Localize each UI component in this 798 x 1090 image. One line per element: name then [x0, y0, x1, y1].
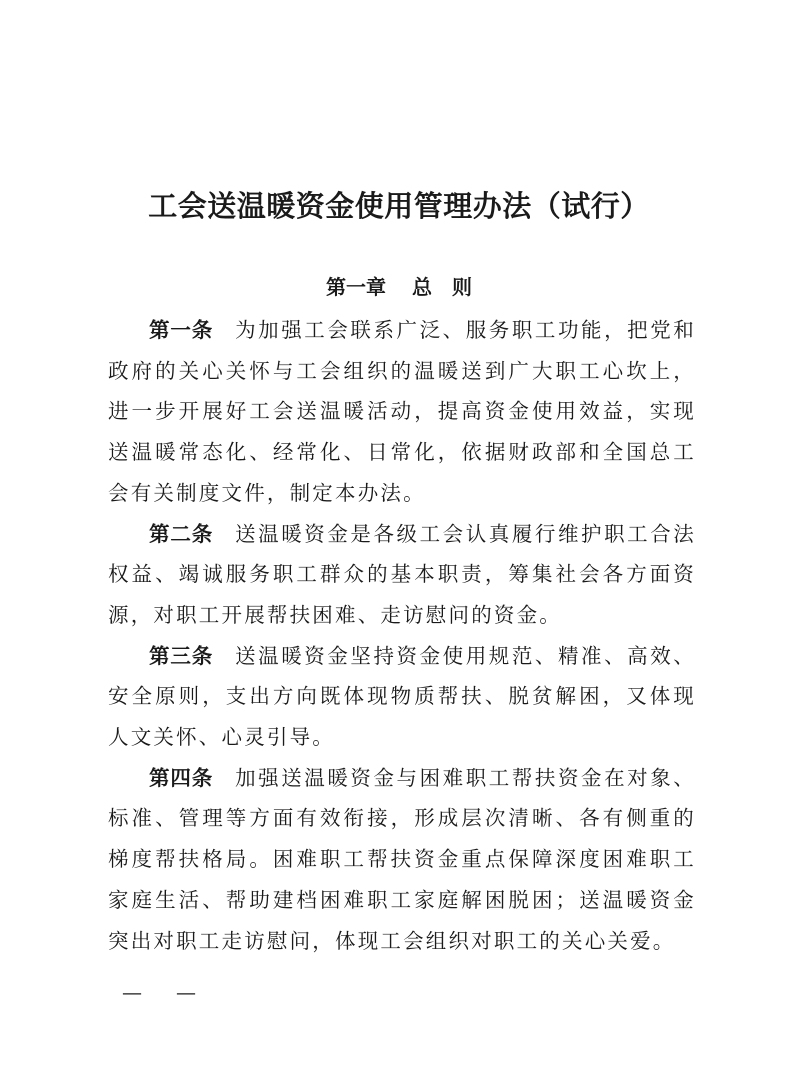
page-number-value: 1 — [152, 980, 168, 1004]
document-body — [108, 310, 696, 961]
page-number — [122, 980, 198, 1004]
chapter-heading — [0, 272, 798, 302]
article-number: 第二条 — [149, 521, 214, 546]
article-3 — [108, 636, 696, 758]
chapter-label: 第一章 — [326, 275, 386, 299]
article-text: 送温暖资金坚持资金使用规范、精准、高效、安全原则，支出方向既体现物质帮扶、脱贫解困，又体现人文关怀、心灵引导。 — [108, 643, 697, 750]
article-number: 第一条 — [149, 318, 214, 342]
article-number: 第三条 — [149, 643, 214, 668]
document-title: 工会送温暖资金使用管理办法（试行） — [148, 189, 650, 223]
page-number-dash-left: — — [122, 980, 144, 1004]
article-text: 送温暖资金是各级工会认真履行维护职工合法权益、竭诚服务职工群众的基本职责，筹集社会各方面资源，对职工开展帮扶困难、走访慰问的资金。 — [108, 521, 697, 627]
article-4 — [108, 758, 696, 962]
page-number-dash-right: — — [176, 980, 198, 1004]
article-text: 为加强工会联系广泛、服务职工功能，把党和政府的关心关怀与工会组织的温暖送到广大职工心坎上，进一步开展好工会送温暖活动，提高资金使用效益，实现送温暖常态化、经常化、日常化，依据财政部和全国总工会有关制度文件，制定本办法。 — [108, 318, 697, 505]
article-text: 加强送温暖资金与困难职工帮扶资金在对象、标准、管理等方面有效衔接，形成层次清晰、各有侧重的梯度帮扶格局。困难职工帮扶资金重点保障深度困难职工家庭生活、帮助建档困难职工家庭解困脱困；送温暖资金突出对职工走访慰问，体现工会组织对职工的关心关爱。 — [108, 765, 697, 953]
article-2 — [108, 514, 696, 636]
chapter-name: 总 则 — [412, 275, 472, 299]
article-number: 第四条 — [149, 765, 214, 790]
article-1 — [108, 310, 696, 514]
